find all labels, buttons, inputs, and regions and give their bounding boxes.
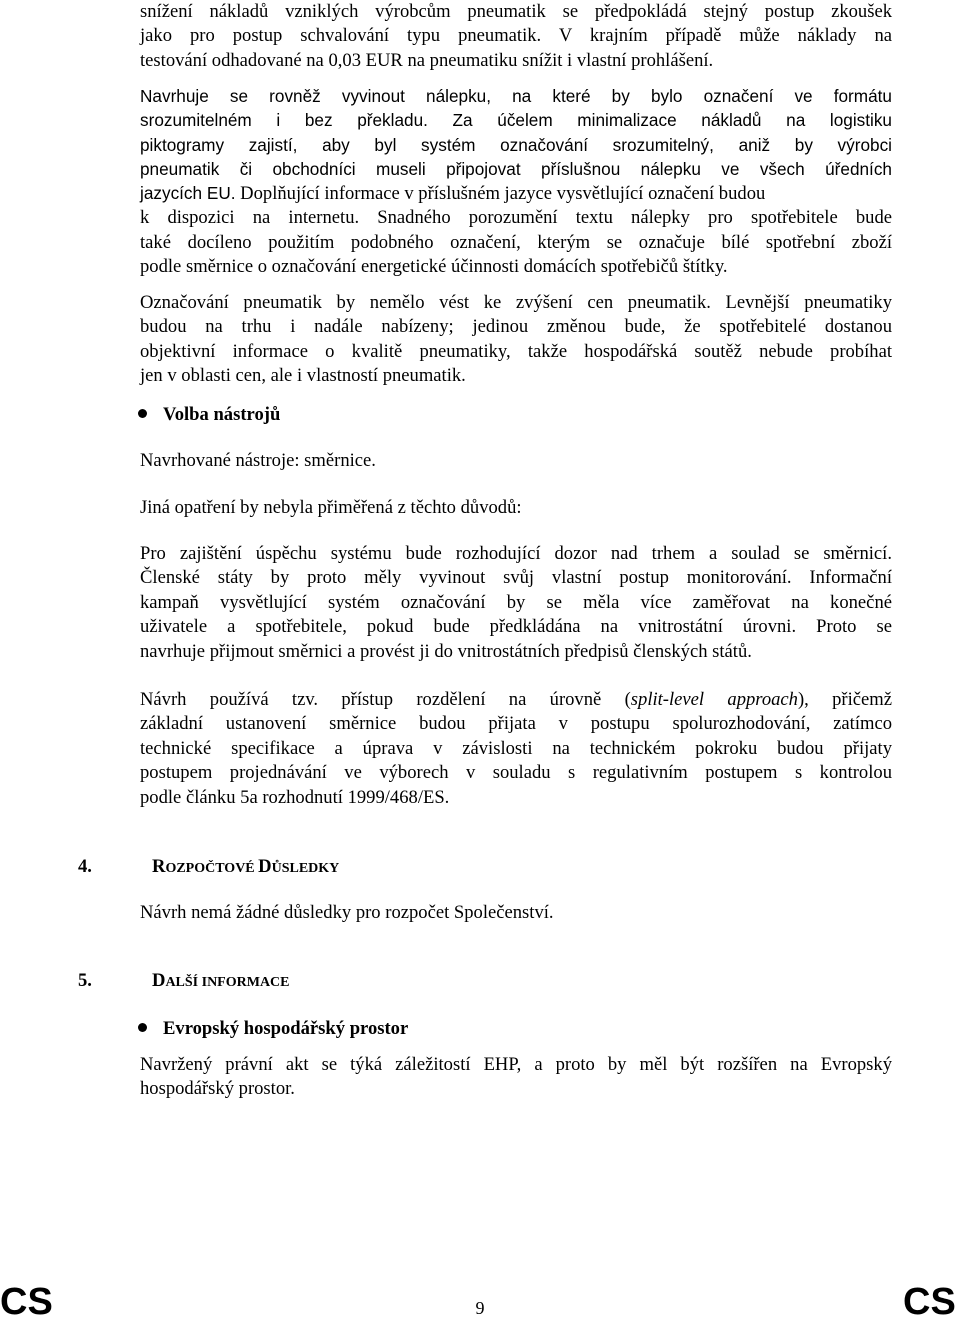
text-line: základní ustanovení směrnice budou přijata v postupu spolurozhodování, zatímco [140,713,892,735]
bullet-heading-eea: Evropský hospodářský prostor [138,1017,408,1041]
paragraph-other-measures: Jiná opatření by nebyla přiměřená z těchto důvodů: [140,497,522,518]
text-line: testování odhadované na 0,03 EUR na pneumatiku snížit i vlastní prohlášení. [140,49,714,71]
text-line: podle směrnice o označování energetické účinnosti domácích spotřebičů štítky. [140,256,728,278]
paragraph-split-level [140,688,892,810]
text-line: kampaň vysvětlující systém označování by se měla více zaměřovat na konečné [140,591,892,613]
bullet-icon [138,1023,147,1032]
text-line: jazycích EU. Doplňující informace v příslušném jazyce vysvětlující označení budou [140,183,766,204]
text-line: také docíleno použitím podobného označení, kterým se označuje bílé spotřební zboží [140,231,892,253]
text-line: Pro zajištění úspěchu systému bude rozhodující dozor nad trhem a soulad se směrnicí. [140,543,892,564]
text-line: snížení nákladů vzniklých výrobcům pneumatik se předpokládá stejný postup zkoušek [140,1,892,22]
bullet-icon [138,409,147,418]
text-line: podle článku 5a rozhodnutí 1999/468/ES. [140,786,450,808]
paragraph-testing-costs [140,0,892,73]
footer-language-left: CS [0,1281,53,1323]
text-line: Členské státy by proto měly vyvinout svůj vlastní postup monitorování. Informační [140,567,892,589]
page-number: 9 [475,1298,485,1318]
text-line: budou na trhu i nadále nabízeny; jedinou změnou bude, že spotřebitelé dostanou [140,316,892,338]
text-line: hospodářský prostor. [140,1078,295,1100]
paragraph-prices [140,291,892,389]
text-line: navrhuje přijmout směrnici a provést ji do vnitrostátních předpisů členských států. [140,640,752,662]
text-line: postupem projednávání ve výborech v souladu s regulativním postupem s kontrolou [140,762,892,784]
paragraph-label-proposal [140,84,892,182]
paragraph-eea [140,1053,892,1102]
text-line: uživatele a spotřebitele, pokud bude předkládána na vnitrostátní úrovni. Proto se [140,616,892,638]
section-heading-budget: 4. ROZPOČTOVÉ DŮSLEDKY [78,856,340,877]
bullet-heading-instruments: Volba nástrojů [138,403,280,427]
section-heading-other-info: 5. DALŠÍ INFORMACE [78,970,290,991]
paragraph-budget: Návrh nemá žádné důsledky pro rozpočet Společenství. [140,902,554,923]
text-line: Navržený právní akt se týká záležitostí EHP, a proto by měl být rozšířen na Evropský [140,1054,892,1075]
text-line: jen v oblasti cen, ale i vlastností pneumatik. [140,365,466,387]
paragraph-instruments: Navrhované nástroje: směrnice. [140,450,376,471]
text-line: Navrhuje se rovněž vyvinout nálepku, na které by bylo označení ve formátu [140,86,892,106]
text-line: srozumitelném i bez překladu. Za účelem minimalizace nákladů na logistiku [140,110,892,131]
text-line: k dispozici na internetu. Snadného porozumění textu nálepky pro spotřebitele bude [140,207,892,229]
text-line: piktogramy zajistí, aby byl systém označování srozumitelný, aniž by výrobci [140,134,892,155]
text-line: pneumatik či obchodníci museli připojovat příslušnou nálepku ve všech úředních [140,159,892,180]
text-line: Návrh používá tzv. přístup rozdělení na úrovně (split-level approach), přičemž [140,689,893,710]
paragraph-market-surveillance [140,542,892,664]
text-line: technické specifikace a úprava v závislosti na technickém pokroku budou přijaty [140,737,892,759]
text-line: objektivní informace o kvalitě pneumatiky, takže hospodářská soutěž nebude probíhat [140,340,892,362]
text-line: Označování pneumatik by nemělo vést ke zvýšení cen pneumatik. Levnější pneumatiky [140,292,892,313]
paragraph-label-proposal-cont [140,181,892,280]
text-line: jako pro postup schvalování typu pneumatik. V krajním případě může náklady na [140,25,892,47]
footer-language-right: CS [903,1281,956,1323]
